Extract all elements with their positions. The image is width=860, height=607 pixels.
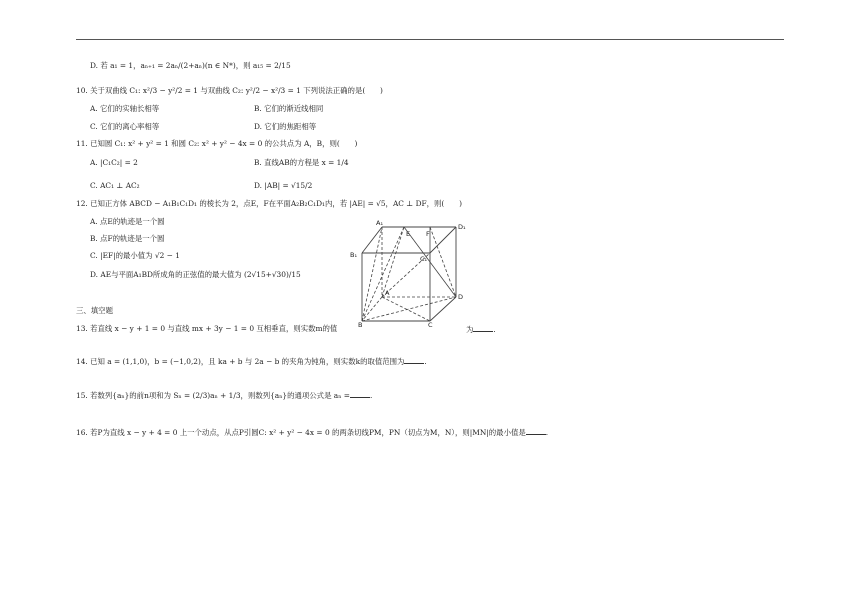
q15-end: . xyxy=(369,391,373,400)
q14-text: 14. 已知 a = (1,1,0)，b = (−1,0,2)，且 ka + b 与 2a − b 的夹角为钝角，则实数k的取值范围为 xyxy=(76,357,405,366)
label-d1: D₁ xyxy=(458,223,466,231)
q11-option-a: A. |C₁C₂| = 2 xyxy=(90,158,138,167)
q12-stem: 12. 已知正方体 ABCD − A₁B₁C₁D₁ 的棱长为 2，点E，F在平面A₂B₂C₁D₁内，若 |AE| = √5，AC ⊥ DF，则( ) xyxy=(76,199,462,208)
label-e: E xyxy=(406,230,411,238)
section-fill-in-title: 三、填空题 xyxy=(76,306,113,315)
q11-option-d: D. |AB| = √15/2 xyxy=(254,181,313,190)
q11-option-b: B. 直线AB的方程是 x = 1/4 xyxy=(254,158,349,167)
q10-option-d: D. 它们的焦距相等 xyxy=(254,122,317,131)
q10-option-c: C. 它们的离心率相等 xyxy=(90,122,160,131)
label-a1: A₁ xyxy=(376,219,384,227)
q14-stem xyxy=(76,356,427,367)
q10-stem: 10. 关于双曲线 C₁: x²/3 − y²/2 = 1 与双曲线 C₂: y²/2 − x²/3 = 1 下列说法正确的是( ) xyxy=(76,86,383,95)
label-b1: B₁ xyxy=(350,251,358,259)
label-c: C xyxy=(428,321,433,327)
q13-tail-text: 为 xyxy=(466,325,474,334)
q14-answer-blank[interactable] xyxy=(404,356,427,366)
q13-stem: 13. 若直线 x − y + 1 = 0 与直线 mx + 3y − 1 = 0 互相垂直，则实数m的值 xyxy=(76,324,338,333)
cube-figure xyxy=(348,215,472,327)
label-d: D xyxy=(458,293,464,301)
q16-stem xyxy=(76,427,548,438)
q16-text: 16. 若P为直线 x − y + 4 = 0 上一个动点，从点P引圆C: x² + y² − 4x = 0 的两条切线PM，PN（切点为M，N），则|MN|的最小值是 xyxy=(76,428,526,437)
cube-diagram xyxy=(348,215,472,327)
q11-option-c: C. AC₁ ⊥ AC₂ xyxy=(90,181,140,190)
q12-option-c: C. |EF|的最小值为 √2 − 1 xyxy=(90,251,180,260)
q16-end: . xyxy=(545,428,549,437)
q9-option-d: D. 若 a₁ = 1，aₙ₊₁ = 2aₙ/(2+aₙ)(n ∈ N*)，则 a₁₅ = 2/15 xyxy=(90,61,291,70)
label-b: B xyxy=(358,321,363,327)
q10-option-a: A. 它们的实轴长相等 xyxy=(90,104,160,113)
q12-option-d: D. AE与平面A₁BD所成角的正弦值的最大值为 (2√15+√30)/15 xyxy=(90,270,301,279)
label-f: F xyxy=(426,230,430,238)
q13-answer-blank[interactable] xyxy=(473,324,496,334)
q15-stem xyxy=(76,390,372,401)
header-rule xyxy=(76,39,784,40)
q12-option-a: A. 点E的轨迹是一个圆 xyxy=(90,217,165,226)
q15-answer-blank[interactable] xyxy=(350,390,373,400)
q12-option-b: B. 点F的轨迹是一个圆 xyxy=(90,234,165,243)
label-c1: C₁ xyxy=(420,255,428,263)
q16-answer-blank[interactable] xyxy=(526,427,549,437)
q13-end: . xyxy=(493,325,496,334)
q15-text: 15. 若数列{aₙ}的前n项和为 Sₙ = (2/3)aₙ + 1/3，则数列{aₙ}的通项公式是 aₙ = xyxy=(76,391,350,400)
q11-stem: 11. 已知圆 C₁: x² + y² = 1 和圆 C₂: x² + y² − 4x = 0 的公共点为 A，B，则( ) xyxy=(76,139,358,148)
label-a: A xyxy=(385,289,390,297)
q13-tail xyxy=(466,324,496,335)
q10-option-b: B. 它们的渐近线相同 xyxy=(254,104,324,113)
q14-end: . xyxy=(424,357,427,366)
